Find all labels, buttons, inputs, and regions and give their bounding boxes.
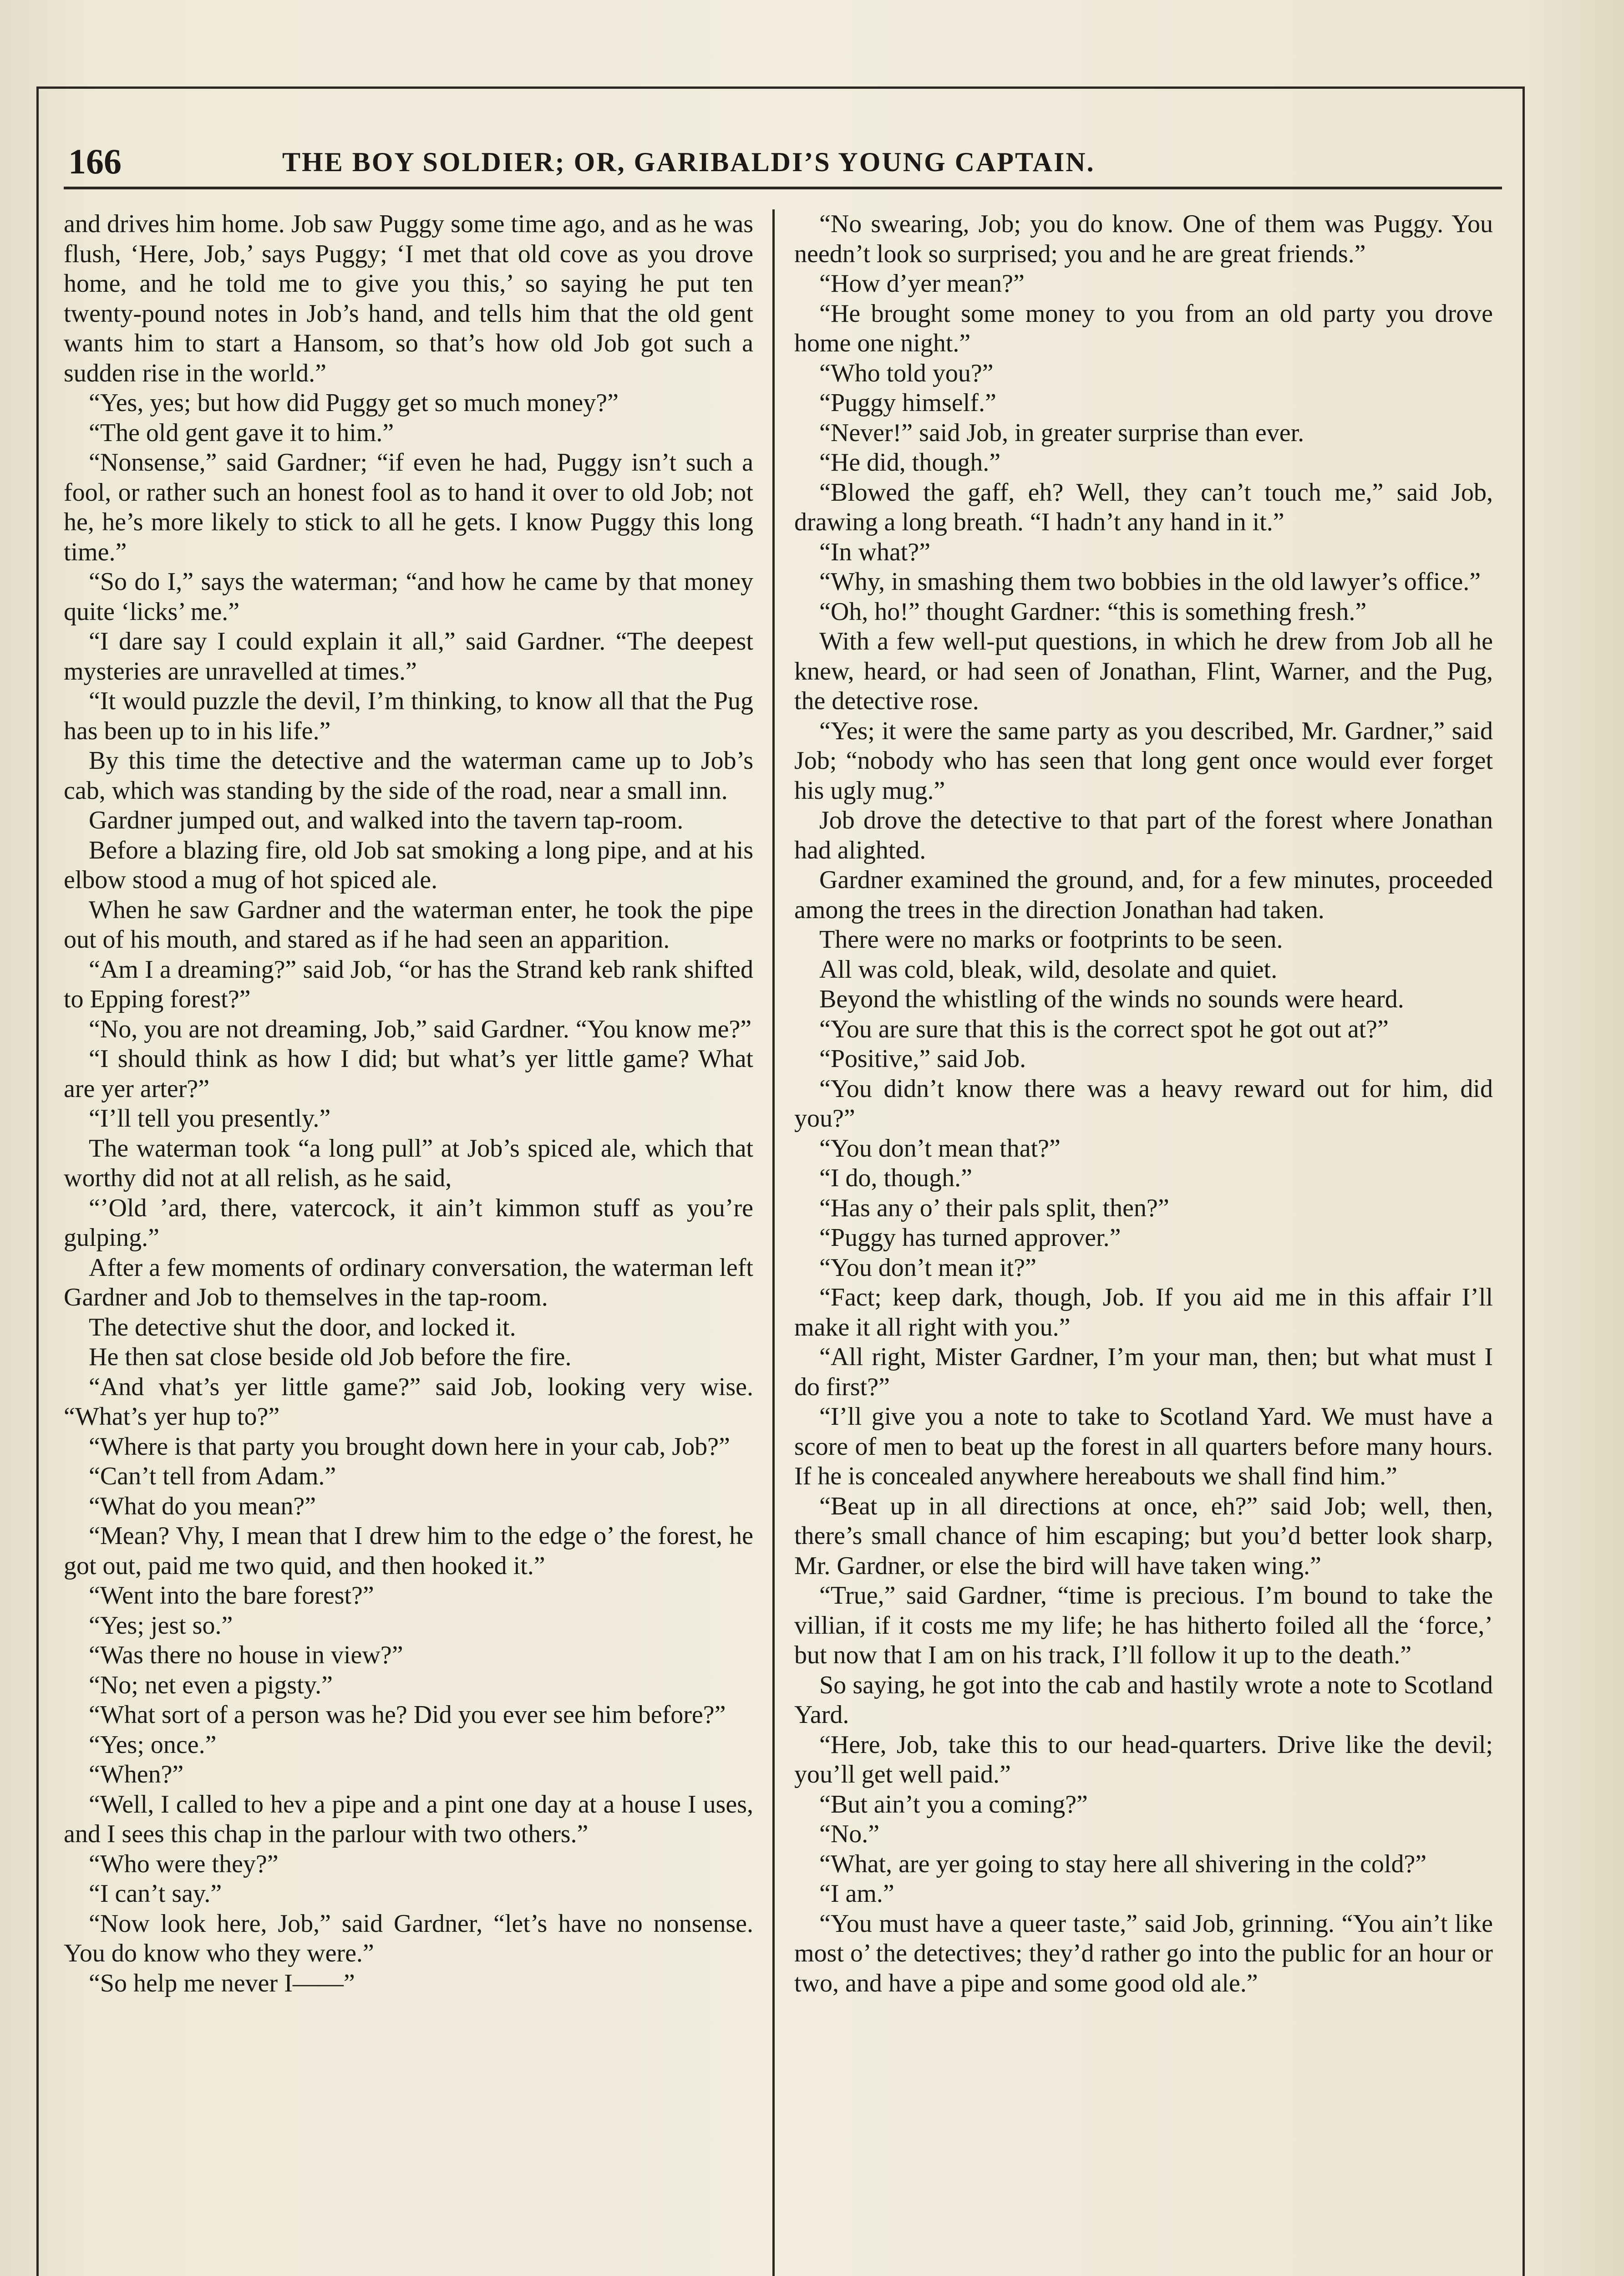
paragraph: All was cold, bleak, wild, desolate and quiet.	[819, 955, 1278, 984]
paragraph: Gardner examined the ground, and, for a few minutes, proceeded among the trees in the direction Jonathan had taken.	[794, 866, 1493, 924]
paragraph: “Went into the bare forest?”	[89, 1581, 374, 1610]
paragraph: “But ain’t you a coming?”	[819, 1790, 1088, 1819]
paragraph: “Am I a dreaming?” said Job, “or has the Strand keb rank shifted to Epping forest?”	[64, 955, 753, 1013]
paragraph: “I can’t say.”	[89, 1880, 222, 1908]
paragraph: “I’ll give you a note to take to Scotland Yard. We must have a score of men to beat up the forest in all quarters before many hours. If he is concealed anywhere hereabouts we shall find him.”	[794, 1402, 1493, 1490]
running-title: THE BOY SOLDIER; OR, GARIBALDI’S YOUNG CAPTAIN.	[282, 147, 1095, 177]
paragraph: “Never!” said Job, in greater surprise than ever.	[819, 418, 1304, 447]
paragraph: “I am.”	[819, 1880, 894, 1908]
paragraph: “You are sure that this is the correct spot he got out at?”	[819, 1015, 1389, 1043]
paragraph: “Who told you?”	[819, 359, 994, 387]
paragraph: “It would puzzle the devil, I’m thinking, to know all that the Pug has been up to in his life.”	[64, 687, 753, 745]
paragraph: “Puggy has turned approver.”	[819, 1224, 1121, 1252]
paragraph: “You must have a queer taste,” said Job, grinning. “You ain’t like most o’ the detectives; they’d rather go into the public for an hour or two, and have a pipe and some good old ale.”	[794, 1909, 1493, 1997]
paragraph: “He did, though.”	[819, 448, 1001, 477]
paragraph: “Why, in smashing them two bobbies in the old lawyer’s office.”	[819, 568, 1481, 596]
paragraph: and drives him home. Job saw Puggy some time ago, and as he was flush, ‘Here, Job,’ says Puggy; ‘I met that old cove as you drove home, and he told me to give you this,’ so saying he put ten twenty-pound notes in Job’s hand, and tells him that the old gent wants him to start a Hansom, so that’s how old Job got such a sudden rise in the world.”	[64, 210, 753, 387]
paragraph: “I should think as how I did; but what’s yer little game? What are yer arter?”	[64, 1045, 753, 1103]
paragraph: “So do I,” says the waterman; “and how he came by that money quite ‘licks’ me.”	[64, 568, 753, 626]
paragraph: “Well, I called to hev a pipe and a pint one day at a house I uses, and I sees this chap in the parlour with two others.”	[64, 1790, 753, 1848]
paragraph: “How d’yer mean?”	[819, 269, 1025, 298]
paragraph: “Oh, ho!” thought Gardner: “this is something fresh.”	[819, 597, 1367, 626]
paragraph: “He brought some money to you from an old party you drove home one night.”	[794, 299, 1493, 357]
paragraph: “Here, Job, take this to our head-quarters. Drive like the devil; you’ll get well paid.”	[794, 1730, 1493, 1788]
paragraph: The detective shut the door, and locked it.	[89, 1313, 516, 1341]
paragraph: “Fact; keep dark, though, Job. If you aid me in this affair I’ll make it all right with you.”	[794, 1283, 1493, 1341]
paragraph: “I’ll tell you presently.”	[89, 1104, 331, 1133]
paragraph: “In what?”	[819, 538, 931, 566]
paragraph: “You don’t mean it?”	[819, 1253, 1036, 1282]
paragraph: “No; net even a pigsty.”	[89, 1671, 333, 1699]
paragraph: “Blowed the gaff, eh? Well, they can’t touch me,” said Job, drawing a long breath. “I hadn’t any hand in it.”	[794, 478, 1493, 536]
paragraph: “What do you mean?”	[89, 1492, 316, 1520]
paragraph: “No, you are not dreaming, Job,” said Gardner. “You know me?”	[89, 1015, 752, 1043]
paragraph: Job drove the detective to that part of the forest where Jonathan had alighted.	[794, 806, 1493, 864]
paragraph: “The old gent gave it to him.”	[89, 418, 394, 447]
paragraph: “Yes; it were the same party as you described, Mr. Gardner,” said Job; “nobody who has seen that long gent once would ever forget his ugly mug.”	[794, 716, 1493, 805]
paragraph: So saying, he got into the cab and hastily wrote a note to Scotland Yard.	[794, 1671, 1493, 1729]
paragraph: The waterman took “a long pull” at Job’s spiced ale, which that worthy did not at all relish, as he said,	[64, 1134, 753, 1192]
paragraph: “Yes; jest so.”	[89, 1611, 233, 1640]
left-text-column	[64, 209, 753, 1998]
paragraph: There were no marks or footprints to be seen.	[819, 925, 1283, 954]
paragraph: Gardner jumped out, and walked into the tavern tap-room.	[89, 806, 684, 834]
paragraph: “All right, Mister Gardner, I’m your man, then; but what must I do first?”	[794, 1343, 1493, 1401]
paragraph: “I do, though.”	[819, 1164, 972, 1192]
paragraph: Beyond the whistling of the winds no sounds were heard.	[819, 985, 1404, 1013]
paragraph: When he saw Gardner and the waterman enter, he took the pipe out of his mouth, and stared as if he had seen an apparition.	[64, 895, 753, 954]
paragraph: “Positive,” said Job.	[819, 1045, 1026, 1073]
paragraph: “And vhat’s yer little game?” said Job, looking very wise. “What’s yer hup to?”	[64, 1372, 753, 1431]
right-text-column	[794, 209, 1493, 1998]
paragraph: “Yes, yes; but how did Puggy get so much money?”	[89, 389, 619, 417]
paragraph: By this time the detective and the waterman came up to Job’s cab, which was standing by the side of the road, near a small inn.	[64, 747, 753, 805]
paragraph: “Puggy himself.”	[819, 389, 996, 417]
paragraph: “Was there no house in view?”	[89, 1641, 403, 1669]
paragraph: “No swearing, Job; you do know. One of them was Puggy. You needn’t look so surprised; you and he are great friends.”	[794, 210, 1493, 268]
paragraph: After a few moments of ordinary conversation, the waterman left Gardner and Job to themselves in the tap-room.	[64, 1253, 753, 1311]
paragraph: “What, are yer going to stay here all shivering in the cold?”	[819, 1849, 1427, 1878]
paragraph: “You don’t mean that?”	[819, 1134, 1061, 1163]
paragraph: “Beat up in all directions at once, eh?” said Job; well, then, there’s small chance of him escaping; but you’d better look sharp, Mr. Gardner, or else the bird will have taken wing.”	[794, 1492, 1493, 1580]
paragraph: “I dare say I could explain it all,” said Gardner. “The deepest mysteries are unravelled at times.”	[64, 627, 753, 686]
paragraph: “True,” said Gardner, “time is precious. I’m bound to take the villian, if it costs me my life; he has hitherto foiled all the ‘force,’ but now that I am on his track, I’ll follow it up to the death.”	[794, 1581, 1493, 1669]
paragraph: “When?”	[89, 1760, 184, 1788]
paragraph: “Where is that party you brought down here in your cab, Job?”	[89, 1432, 730, 1461]
paragraph: “Has any o’ their pals split, then?”	[819, 1194, 1169, 1222]
paragraph: “Yes; once.”	[89, 1730, 217, 1759]
paragraph: “’Old ’ard, there, vatercock, it ain’t kimmon stuff as you’re gulping.”	[64, 1194, 753, 1252]
paragraph: Before a blazing fire, old Job sat smoking a long pipe, and at his elbow stood a mug of hot spiced ale.	[64, 836, 753, 894]
page-number: 166	[68, 142, 122, 181]
paragraph: “Now look here, Job,” said Gardner, “let’s have no nonsense. You do know who they were.”	[64, 1909, 753, 1967]
paragraph: “Who were they?”	[89, 1849, 279, 1878]
paragraph: “Nonsense,” said Gardner; “if even he had, Puggy isn’t such a fool, or rather such an honest fool as to hand it over to old Job; not he, he’s more likely to stick to all he gets. I know Puggy this long time.”	[64, 448, 753, 566]
paragraph: With a few well-put questions, in which he drew from Job all he knew, heard, or had seen of Jonathan, Flint, Warner, and the Pug, the detective rose.	[794, 627, 1493, 715]
paragraph: “Mean? Vhy, I mean that I drew him to the edge o’ the forest, he got out, paid me two quid, and then hooked it.”	[64, 1522, 753, 1580]
paragraph: “No.”	[819, 1820, 880, 1848]
column-divider	[772, 209, 775, 2276]
paragraph: “Can’t tell from Adam.”	[89, 1462, 336, 1490]
paragraph: “You didn’t know there was a heavy reward out for him, did you?”	[794, 1074, 1493, 1133]
paragraph: “So help me never I——”	[89, 1969, 355, 1997]
paragraph: “What sort of a person was he? Did you ever see him before?”	[89, 1701, 726, 1729]
paragraph: He then sat close beside old Job before the fire.	[89, 1343, 572, 1371]
page-header	[64, 137, 1502, 189]
